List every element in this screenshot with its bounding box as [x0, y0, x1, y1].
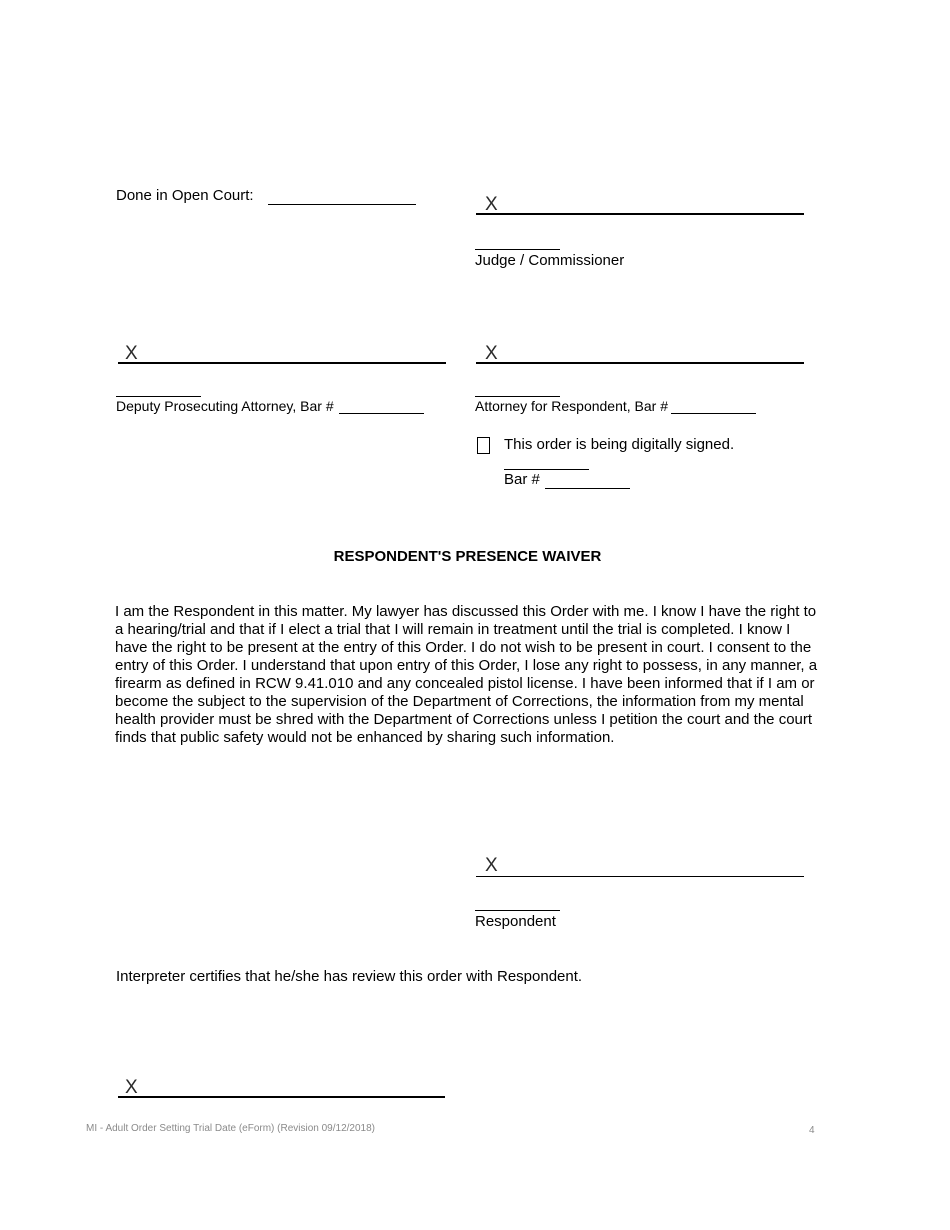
attorney-bar-number-field[interactable]	[671, 413, 756, 414]
deputy-prosecuting-attorney-label: Deputy Prosecuting Attorney, Bar #	[116, 398, 334, 414]
interpreter-signature-line[interactable]	[118, 1096, 445, 1098]
digital-signer-bar-number-field[interactable]	[545, 488, 630, 489]
interpreter-signature-x-mark: X	[125, 1077, 138, 1098]
interpreter-certification-text: Interpreter certifies that he/she has review this order with Respondent.	[116, 968, 583, 985]
digital-signer-bar-label: Bar #	[504, 471, 540, 488]
attorney-signature-line[interactable]	[476, 362, 804, 364]
done-in-open-court-label: Done in Open Court:	[116, 187, 254, 204]
attorney-for-respondent-label: Attorney for Respondent, Bar #	[475, 398, 668, 414]
digital-signature-checkbox[interactable]	[477, 437, 490, 454]
judge-signature-x-mark: X	[485, 194, 498, 215]
respondent-signature-x-mark: X	[485, 855, 498, 876]
attorney-signature-x-mark: X	[485, 343, 498, 364]
prosecutor-name-field[interactable]	[116, 396, 201, 397]
digital-signature-label: This order is being digitally signed.	[504, 436, 735, 453]
footer-form-name: MI - Adult Order Setting Trial Date (eForm) (Revision 09/12/2018)	[86, 1123, 376, 1134]
judge-signature-line[interactable]	[476, 213, 804, 215]
respondent-name-field[interactable]	[475, 910, 560, 911]
done-in-open-court-date-field[interactable]	[268, 204, 416, 205]
prosecutor-signature-line[interactable]	[118, 362, 446, 364]
prosecutor-bar-number-field[interactable]	[339, 413, 424, 414]
judge-name-field[interactable]	[475, 249, 560, 250]
presence-waiver-title: RESPONDENT'S PRESENCE WAIVER	[333, 548, 602, 565]
respondent-signature-line[interactable]	[476, 876, 804, 877]
judge-commissioner-label: Judge / Commissioner	[475, 252, 625, 269]
prosecutor-signature-x-mark: X	[125, 343, 138, 364]
digital-signer-name-field[interactable]	[504, 469, 589, 470]
respondent-label: Respondent	[475, 913, 556, 930]
attorney-name-field[interactable]	[475, 396, 560, 397]
presence-waiver-body: I am the Respondent in this matter. My lawyer has discussed this Order with me. I know I have the right to a hearing/trial and that if I elect a trial that I will remain in treatment until the trial is completed. I know I have the right to be present at the entry of this Order. I do not wish to be present in court. I consent to the entry of this Order. I understand that upon entry of this Order, I lose any right to possess, in any manner, a firearm as defined in RCW 9.41.010 and any concealed pistol license. I have been informed that if I am or become the subject to the supervision of the Department of Corrections, the information from my mental health provider must be shred with the Department of Corrections unless I petition the court and the court finds that public safety would not be enhanced by sharing such information.	[115, 603, 818, 746]
footer-page-number: 4	[809, 1125, 815, 1136]
